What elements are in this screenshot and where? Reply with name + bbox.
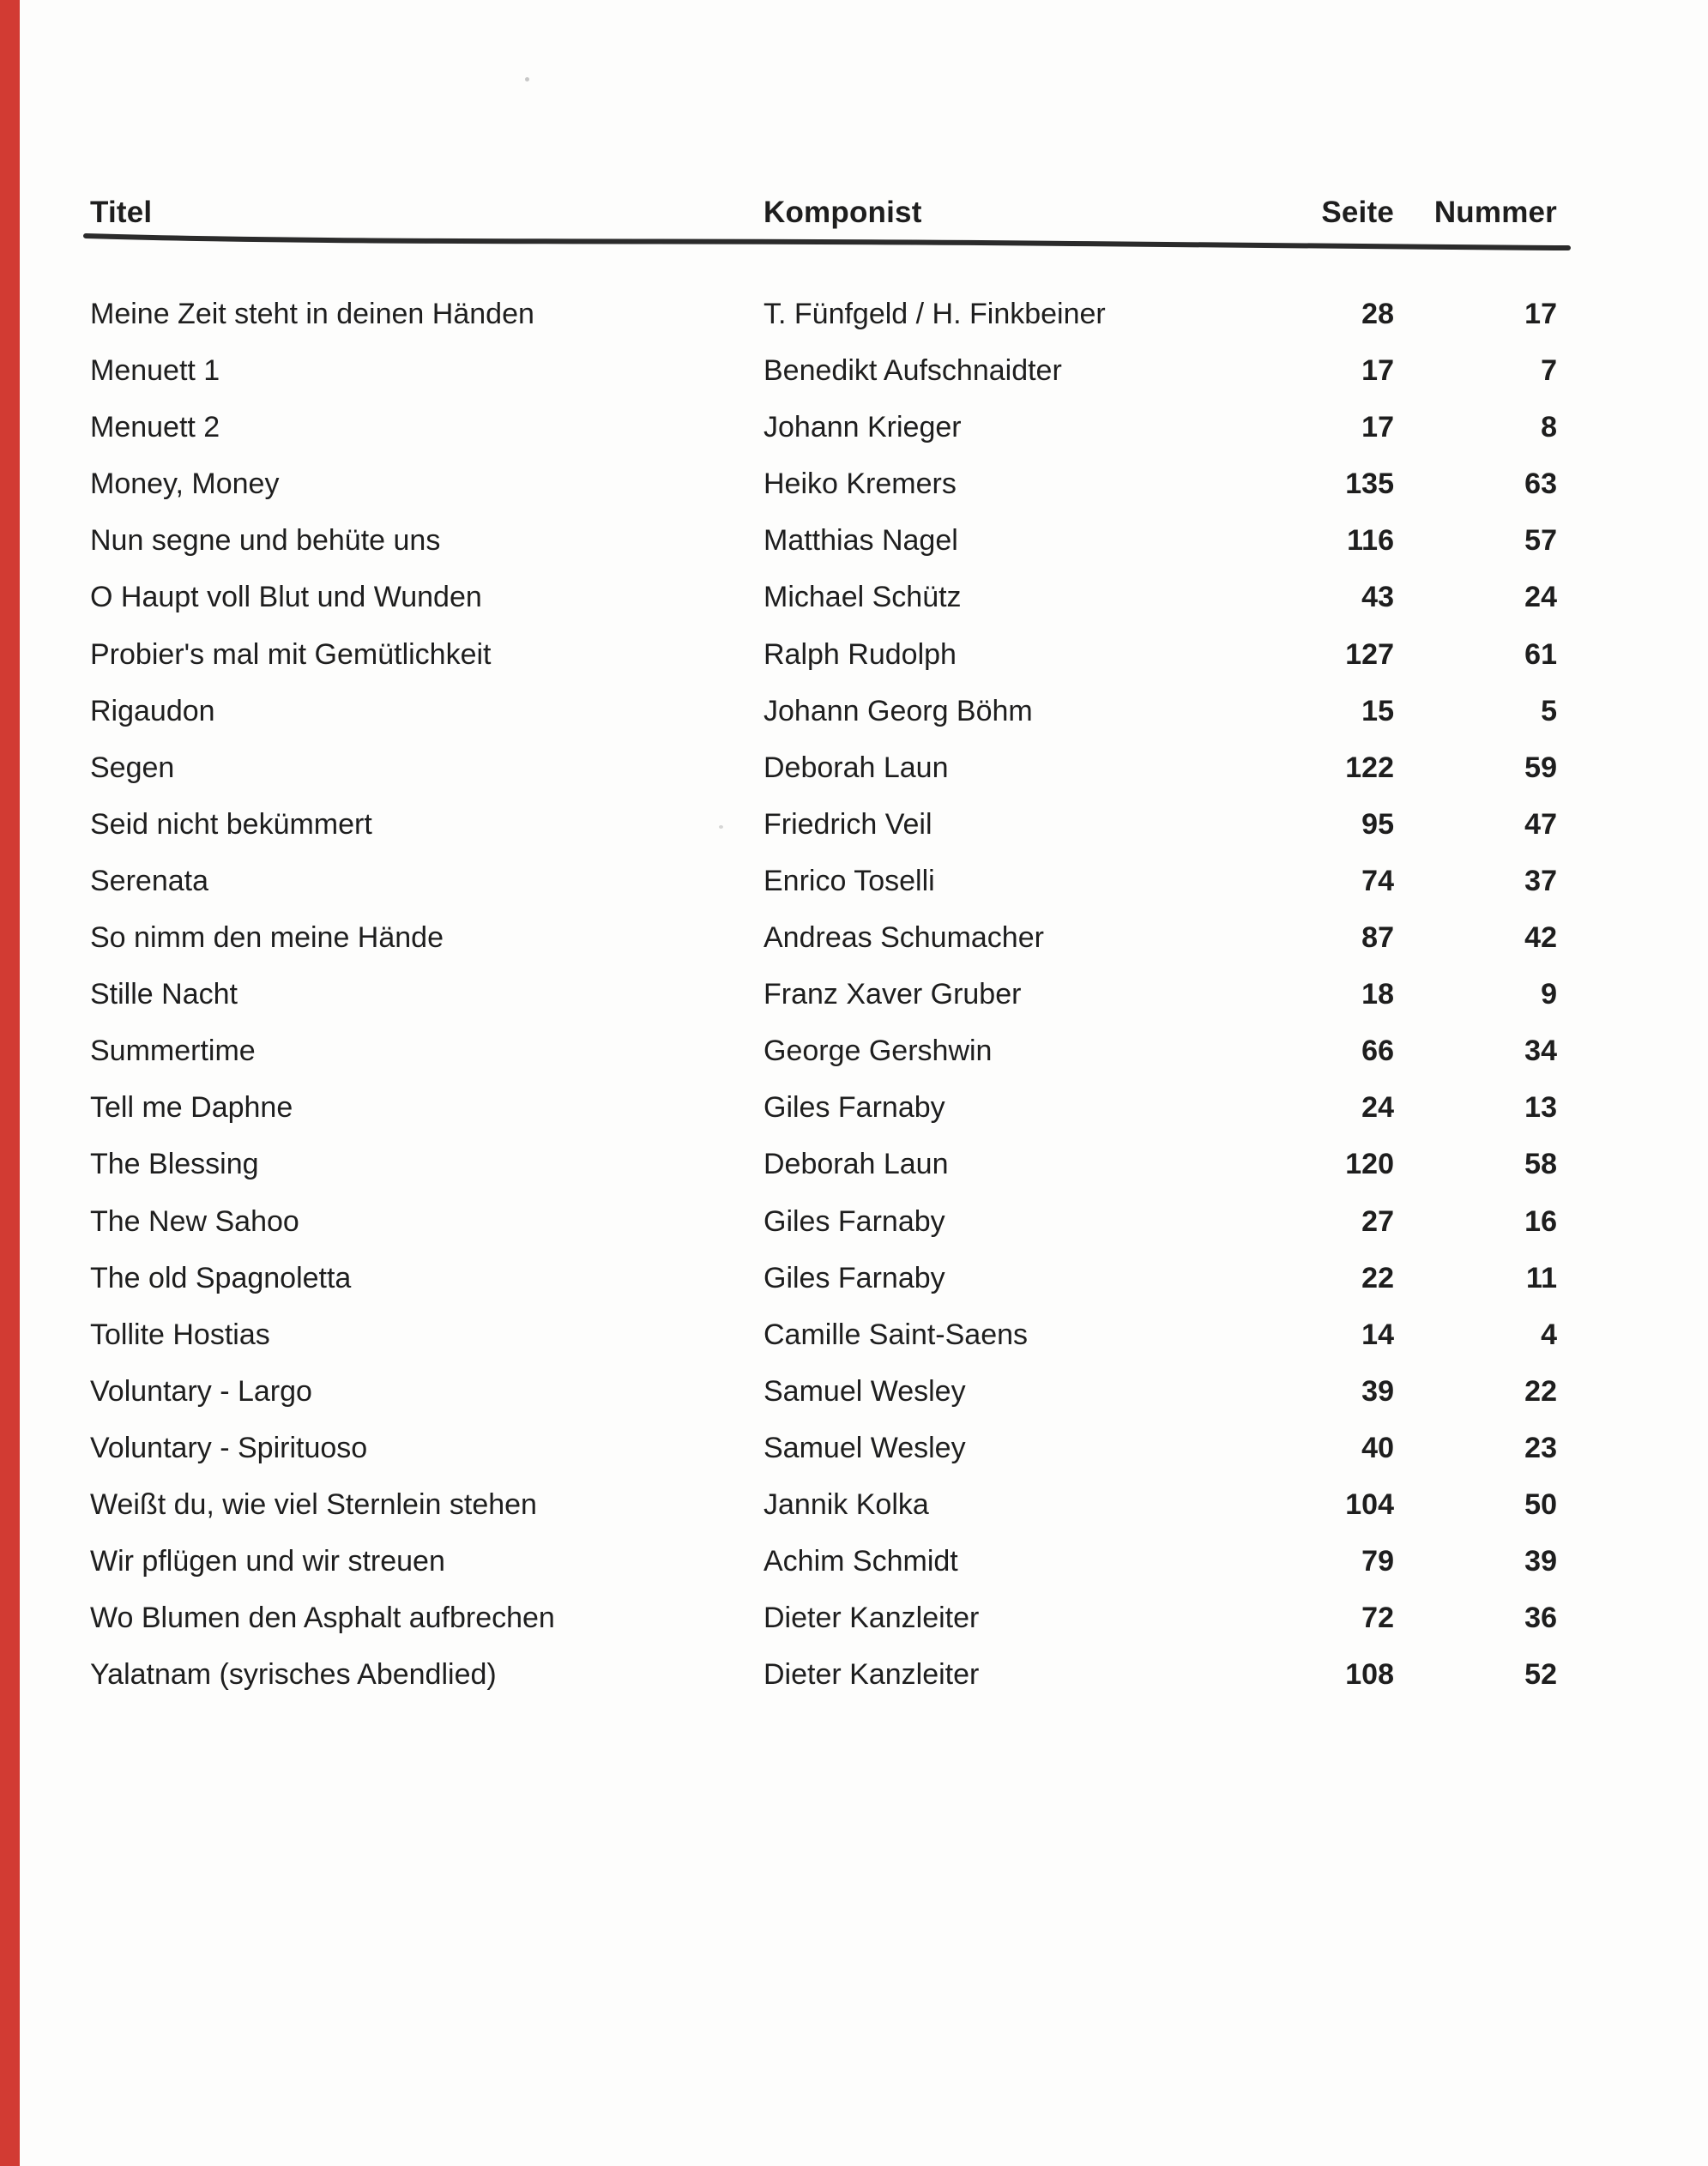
- row-piece-number: 34: [1524, 1035, 1557, 1068]
- row-title: Segen: [90, 751, 175, 784]
- table-row: [0, 1136, 1708, 1192]
- row-composer: Giles Farnaby: [763, 1204, 945, 1238]
- row-composer: Samuel Wesley: [763, 1374, 966, 1408]
- row-composer: Giles Farnaby: [763, 1261, 945, 1294]
- table-row: [0, 456, 1708, 512]
- row-page-number: 66: [1361, 1035, 1394, 1068]
- table-row: [0, 569, 1708, 625]
- row-title: Nun segne und behüte uns: [90, 524, 441, 558]
- row-composer: Giles Farnaby: [763, 1091, 945, 1125]
- row-piece-number: 61: [1524, 637, 1557, 671]
- row-title: Seid nicht bekümmert: [90, 807, 372, 841]
- row-piece-number: 8: [1541, 411, 1557, 444]
- row-composer: Deborah Laun: [763, 751, 949, 784]
- row-piece-number: 63: [1524, 468, 1557, 501]
- row-page-number: 39: [1361, 1374, 1394, 1408]
- row-page-number: 87: [1361, 921, 1394, 955]
- row-composer: Enrico Toselli: [763, 864, 935, 897]
- header-rule: [0, 225, 1708, 259]
- row-title: Meine Zeit steht in deinen Händen: [90, 298, 534, 330]
- row-composer: Michael Schütz: [763, 581, 962, 614]
- row-title: The Blessing: [90, 1148, 259, 1181]
- row-composer: Jannik Kolka: [763, 1487, 929, 1521]
- table-row: [0, 1250, 1708, 1306]
- table-row: [0, 1023, 1708, 1079]
- row-piece-number: 7: [1541, 354, 1557, 388]
- row-page-number: 43: [1361, 581, 1394, 614]
- row-composer: Achim Schmidt: [763, 1545, 958, 1578]
- row-composer: Dieter Kanzleiter: [763, 1602, 980, 1635]
- scan-speck: [525, 77, 529, 81]
- row-piece-number: 13: [1524, 1091, 1557, 1125]
- row-title: Tollite Hostias: [90, 1318, 270, 1351]
- column-header-nummer: Nummer: [1433, 196, 1557, 229]
- table-row: [0, 796, 1708, 853]
- row-title: Summertime: [90, 1035, 256, 1068]
- row-piece-number: 39: [1524, 1545, 1557, 1578]
- row-title: Tell me Daphne: [90, 1091, 293, 1125]
- row-composer: T. Fünfgeld / H. Finkbeiner: [763, 298, 1106, 330]
- table-row: [0, 1476, 1708, 1533]
- row-piece-number: 57: [1524, 524, 1557, 558]
- table-row: [0, 1420, 1708, 1476]
- row-piece-number: 58: [1524, 1148, 1557, 1181]
- row-title: Menuett 2: [90, 411, 220, 444]
- row-piece-number: 11: [1526, 1261, 1557, 1294]
- toc-rows: [0, 286, 1708, 1703]
- table-row: [0, 1079, 1708, 1136]
- table-row: [0, 966, 1708, 1023]
- row-page-number: 127: [1345, 637, 1394, 671]
- row-composer: Camille Saint-Saens: [763, 1318, 1029, 1351]
- table-row: [0, 512, 1708, 569]
- row-piece-number: 16: [1524, 1204, 1557, 1238]
- row-title: Money, Money: [90, 468, 280, 501]
- row-page-number: 17: [1361, 354, 1394, 388]
- row-composer: Heiko Kremers: [763, 468, 957, 501]
- row-piece-number: 4: [1541, 1318, 1557, 1351]
- table-row: [0, 739, 1708, 796]
- column-header-komponist: Komponist: [763, 196, 922, 229]
- row-page-number: 74: [1361, 864, 1394, 897]
- row-piece-number: 22: [1524, 1374, 1557, 1408]
- row-piece-number: 59: [1524, 751, 1557, 784]
- row-title: Rigaudon: [90, 694, 215, 727]
- row-title: Voluntary - Largo: [90, 1374, 312, 1408]
- row-page-number: 95: [1361, 807, 1394, 841]
- table-row: [0, 853, 1708, 909]
- row-page-number: 14: [1361, 1318, 1394, 1351]
- row-page-number: 72: [1361, 1602, 1394, 1635]
- row-page-number: 17: [1361, 411, 1394, 444]
- table-row: [0, 1363, 1708, 1420]
- table-row: [0, 399, 1708, 456]
- row-piece-number: 17: [1524, 298, 1557, 330]
- table-row: [0, 626, 1708, 683]
- row-composer: Deborah Laun: [763, 1148, 949, 1181]
- row-page-number: 135: [1345, 468, 1394, 501]
- row-piece-number: 42: [1524, 921, 1557, 955]
- row-composer: Johann Georg Böhm: [763, 694, 1033, 727]
- row-page-number: 108: [1345, 1658, 1394, 1692]
- row-title: Yalatnam (syrisches Abendlied): [90, 1658, 497, 1692]
- table-row: [0, 683, 1708, 739]
- table-row: [0, 286, 1708, 342]
- row-page-number: 116: [1347, 524, 1394, 558]
- row-page-number: 15: [1361, 694, 1394, 727]
- row-piece-number: 47: [1524, 807, 1557, 841]
- row-piece-number: 52: [1524, 1658, 1557, 1692]
- row-composer: Friedrich Veil: [763, 807, 932, 841]
- row-title: Wo Blumen den Asphalt aufbrechen: [90, 1602, 555, 1635]
- table-row: [0, 1646, 1708, 1703]
- row-title: Serenata: [90, 864, 208, 897]
- row-title: So nimm den meine Hände: [90, 921, 444, 955]
- row-page-number: 104: [1345, 1487, 1394, 1521]
- row-page-number: 24: [1361, 1091, 1394, 1125]
- row-composer: Franz Xaver Gruber: [763, 978, 1022, 1011]
- row-page-number: 79: [1361, 1545, 1394, 1578]
- row-page-number: 122: [1345, 751, 1394, 784]
- table-row: [0, 1306, 1708, 1363]
- row-title: O Haupt voll Blut und Wunden: [90, 581, 482, 614]
- row-page-number: 120: [1345, 1148, 1394, 1181]
- row-composer: Matthias Nagel: [763, 524, 958, 558]
- row-piece-number: 50: [1524, 1487, 1557, 1521]
- row-piece-number: 37: [1524, 864, 1557, 897]
- row-page-number: 28: [1361, 298, 1394, 330]
- table-row: [0, 1590, 1708, 1646]
- row-composer: Dieter Kanzleiter: [763, 1658, 980, 1692]
- row-composer: Johann Krieger: [763, 411, 962, 444]
- row-page-number: 40: [1361, 1431, 1394, 1464]
- row-page-number: 22: [1361, 1261, 1394, 1294]
- row-title: Wir pflügen und wir streuen: [90, 1545, 445, 1578]
- column-header-seite: Seite: [1321, 196, 1394, 229]
- row-title: Stille Nacht: [90, 978, 238, 1011]
- row-title: Menuett 1: [90, 354, 220, 388]
- row-title: Voluntary - Spirituoso: [90, 1431, 368, 1464]
- row-piece-number: 23: [1524, 1431, 1557, 1464]
- row-piece-number: 9: [1541, 978, 1557, 1011]
- row-title: Probier's mal mit Gemütlichkeit: [90, 637, 492, 671]
- row-piece-number: 36: [1524, 1602, 1557, 1635]
- row-page-number: 27: [1361, 1204, 1394, 1238]
- row-composer: George Gershwin: [763, 1035, 993, 1068]
- row-composer: Ralph Rudolph: [763, 637, 957, 671]
- table-row: [0, 342, 1708, 399]
- column-header-titel: Titel: [90, 196, 153, 229]
- row-composer: Benedikt Aufschnaidter: [763, 354, 1062, 388]
- row-composer: Samuel Wesley: [763, 1431, 966, 1464]
- table-row: [0, 1193, 1708, 1250]
- row-composer: Andreas Schumacher: [763, 921, 1044, 955]
- row-page-number: 18: [1361, 978, 1394, 1011]
- row-title: Weißt du, wie viel Sternlein stehen: [90, 1487, 537, 1521]
- row-piece-number: 24: [1524, 581, 1557, 614]
- table-row: [0, 909, 1708, 966]
- table-row: [0, 1533, 1708, 1590]
- row-title: The old Spagnoletta: [90, 1261, 352, 1294]
- row-title: The New Sahoo: [90, 1204, 299, 1238]
- row-piece-number: 5: [1541, 694, 1557, 727]
